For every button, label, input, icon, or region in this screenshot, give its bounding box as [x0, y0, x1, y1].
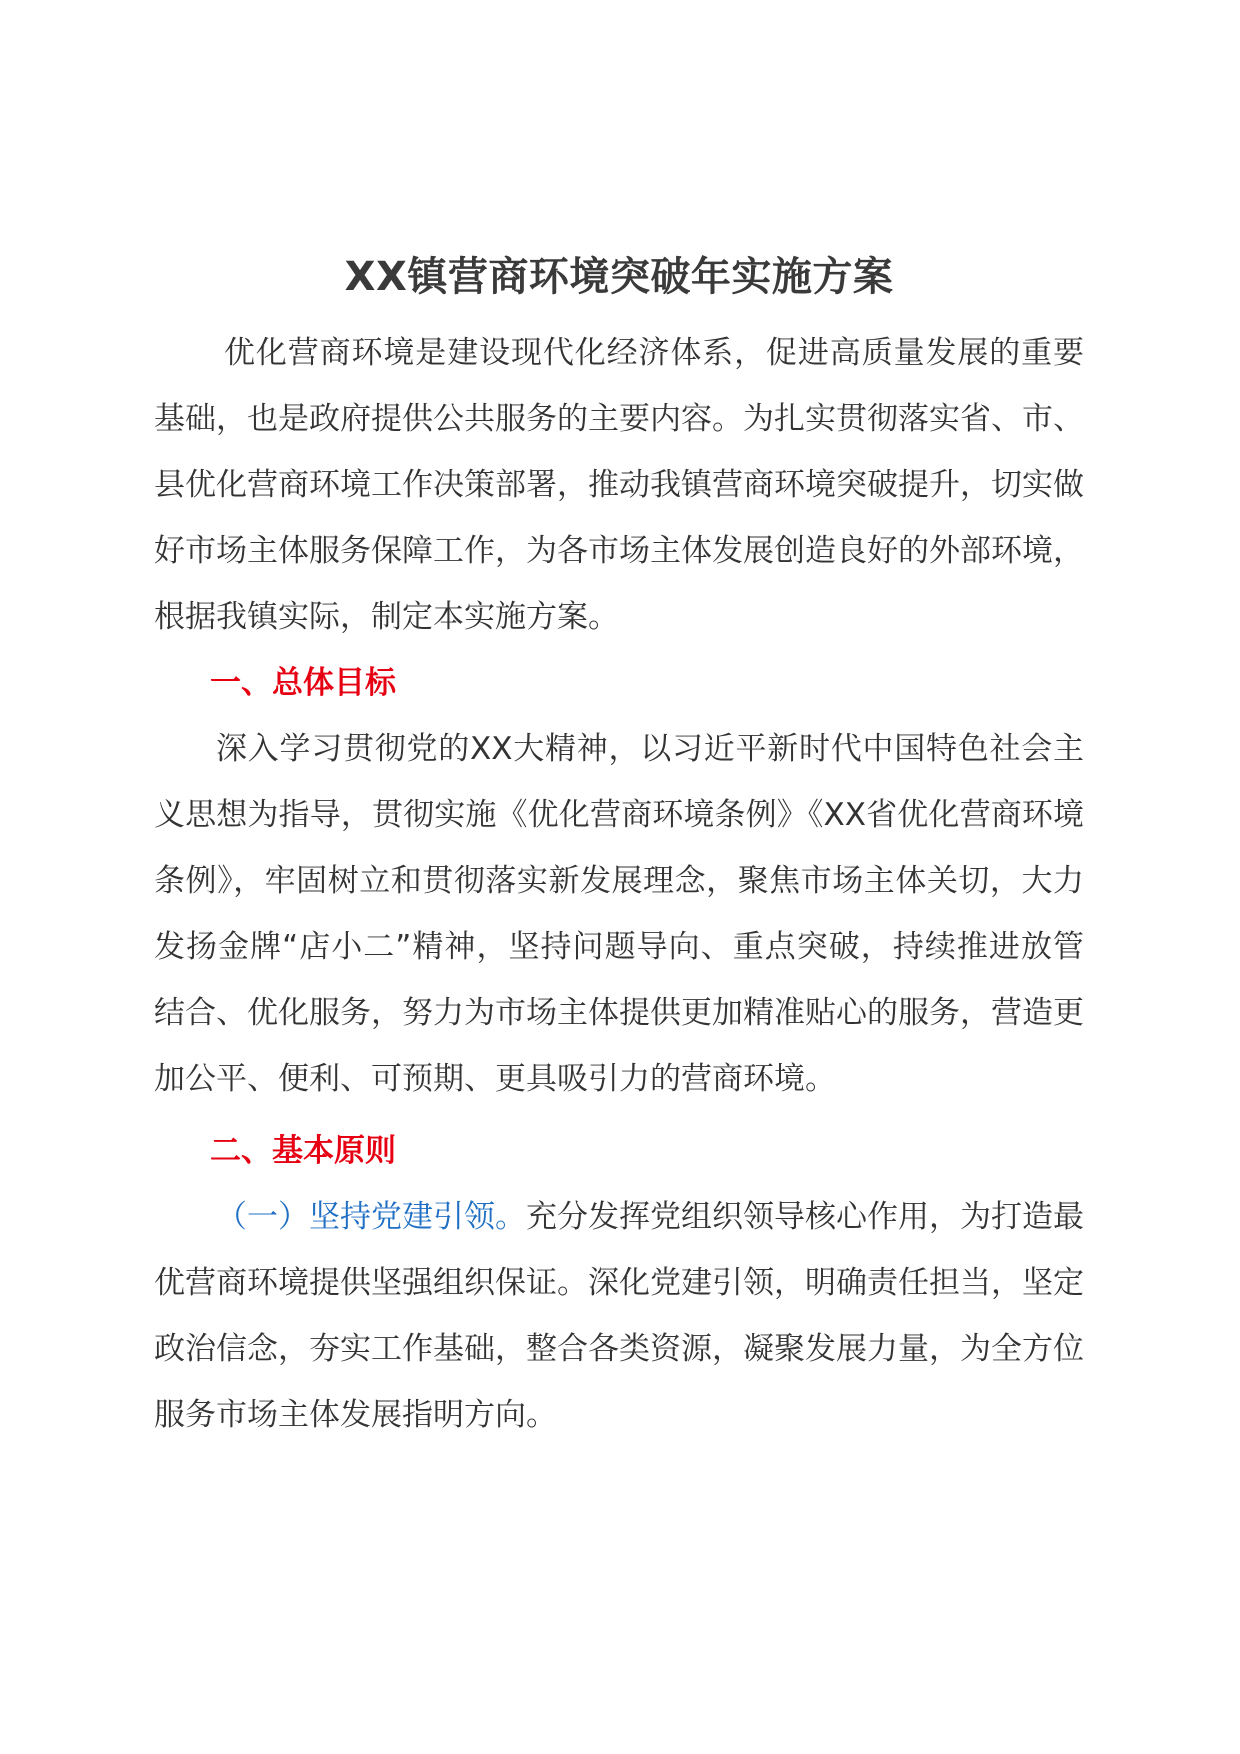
- principle-subheading: （一）坚持党建引领。: [216, 1199, 526, 1235]
- section-heading-overall-goal: 一、总体目标: [210, 665, 396, 701]
- document-body: [154, 246, 1084, 1448]
- intro-paragraph: 优化营商环境是建设现代化经济体系，促进高质量发展的重要基础，也是政府提供公共服务的主要内容。为扎实贯彻落实省、市、县优化营商环境工作决策部署，推动我镇营商环境突破提升，切实做好市场主体服务保障工作，为各市场主体发展创造良好的外部环境，根据我镇实际，制定本实施方案。: [154, 335, 1084, 635]
- overall-goal-paragraph: 深入学习贯彻党的XX大精神，以习近平新时代中国特色社会主义思想为指导，贯彻实施《优化营商环境条例》《XX省优化营商环境条例》，牢固树立和贯彻落实新发展理念，聚焦市场主体关切，大力发扬金牌“店小二”精神，坚持问题导向、重点突破，持续推进放管结合、优化服务，努力为市场主体提供更加精准贴心的服务，营造更加公平、便利、可预期、更具吸引力的营商环境。: [154, 731, 1084, 1097]
- document-title: XX镇营商环境突破年实施方案: [344, 254, 894, 300]
- section-heading-basic-principles: 二、基本原则: [210, 1133, 396, 1169]
- principle-paragraph-party-leadership: [154, 1184, 1084, 1448]
- principle-body-text: 充分发挥党组织领导核心作用，为打造最优营商环境提供坚强组织保证。深化党建引领，明确责任担当，坚定政治信念，夯实工作基础，整合各类资源，凝聚发展力量，为全方位服务市场主体发展指明方向。: [154, 1199, 1084, 1433]
